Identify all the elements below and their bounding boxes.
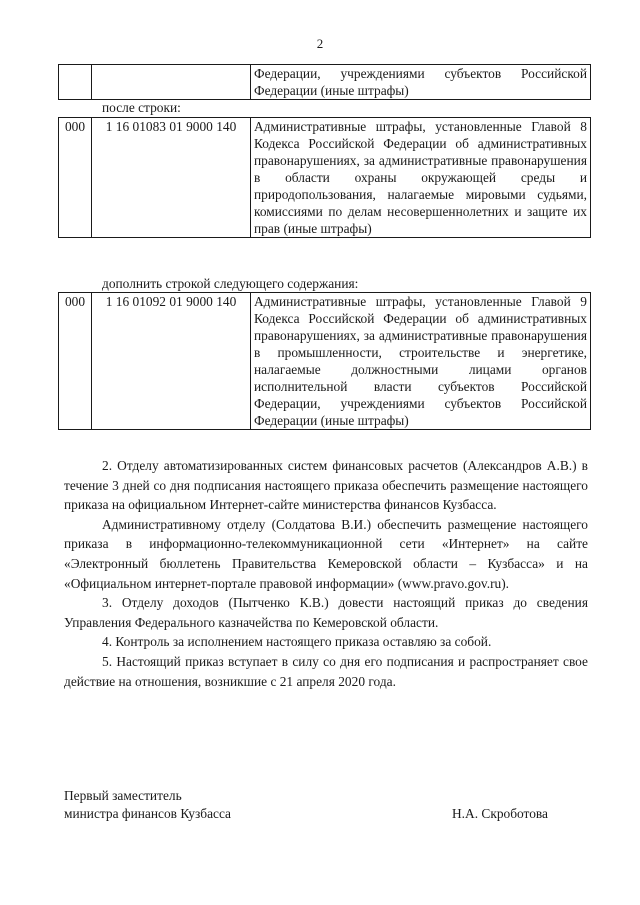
paragraph-4: 4. Контроль за исполнением настоящего приказа оставляю за собой. <box>102 634 492 650</box>
signatory-name: Н.А. Скроботова <box>452 806 549 821</box>
kbk-code-cell <box>92 65 251 100</box>
budget-table-existing-row <box>58 117 591 238</box>
paragraph-2-admin: Административному отделу (Солдатова В.И.) обеспечить размещение настоящего приказа в информационно-телекоммуникационной сети «Интернет» на сайте «Электронный бюллетень Правительства Кемеровской области – Кузбасса» и на «Официальном интернет-портале правовой информации» (www.pravo.gov.ru). <box>64 516 588 591</box>
page-number: 2 <box>316 36 324 51</box>
table-row <box>59 65 591 100</box>
budget-table-new-row <box>58 292 591 430</box>
after-row-label: после строки: <box>102 100 181 115</box>
description-cell: Административные штрафы, установленные Главой 8 Кодекса Российской Федерации об административных правонарушениях, за административные правонарушения в области охраны окружающей среды и природопользования, налагаемые мировыми судьями, комиссиями по делам несовершеннолетних и защите их прав (иные штрафы) <box>251 118 591 238</box>
paragraph-3: 3. Отделу доходов (Пытченко К.В.) довести настоящий приказ до сведения Управления Федерального казначейства по Кемеровской области. <box>64 595 588 630</box>
description-cell: Административные штрафы, установленные Главой 9 Кодекса Российской Федерации об административных правонарушениях, за административные правонарушения в промышленности, строительстве и энергетике, налагаемые должностными лицами органов исполнительной власти субъектов Российской Федерации, учреждениями субъектов Российской Федерации (иные штрафы) <box>251 293 591 430</box>
table-row <box>59 293 591 430</box>
admin-code-cell: 000 <box>59 118 92 238</box>
description-cell: Федерации, учреждениями субъектов Российской Федерации (иные штрафы) <box>251 65 591 100</box>
budget-table-continued <box>58 64 591 100</box>
paragraph-2: 2. Отделу автоматизированных систем финансовых расчетов (Александров А.В.) в течение 3 дней со дня подписания настоящего приказа обеспечить размещение настоящего приказа на официальном Интернет-сайте министерства финансов Кузбасса. <box>64 458 588 513</box>
kbk-code-cell: 1 16 01092 01 9000 140 <box>92 293 251 430</box>
kbk-code-cell: 1 16 01083 01 9000 140 <box>92 118 251 238</box>
admin-code-cell: 000 <box>59 293 92 430</box>
paragraph-5: 5. Настоящий приказ вступает в силу со дня его подписания и распространяет свое действие на отношения, возникшие с 21 апреля 2020 года. <box>64 653 588 689</box>
admin-code-cell <box>59 65 92 100</box>
table-row <box>59 118 591 238</box>
order-paragraphs <box>64 456 588 691</box>
signatory-position-line2: министра финансов Кузбасса <box>64 806 232 821</box>
signatory-position-line1: Первый заместитель <box>64 788 182 803</box>
add-row-label: дополнить строкой следующего содержания: <box>102 276 359 291</box>
